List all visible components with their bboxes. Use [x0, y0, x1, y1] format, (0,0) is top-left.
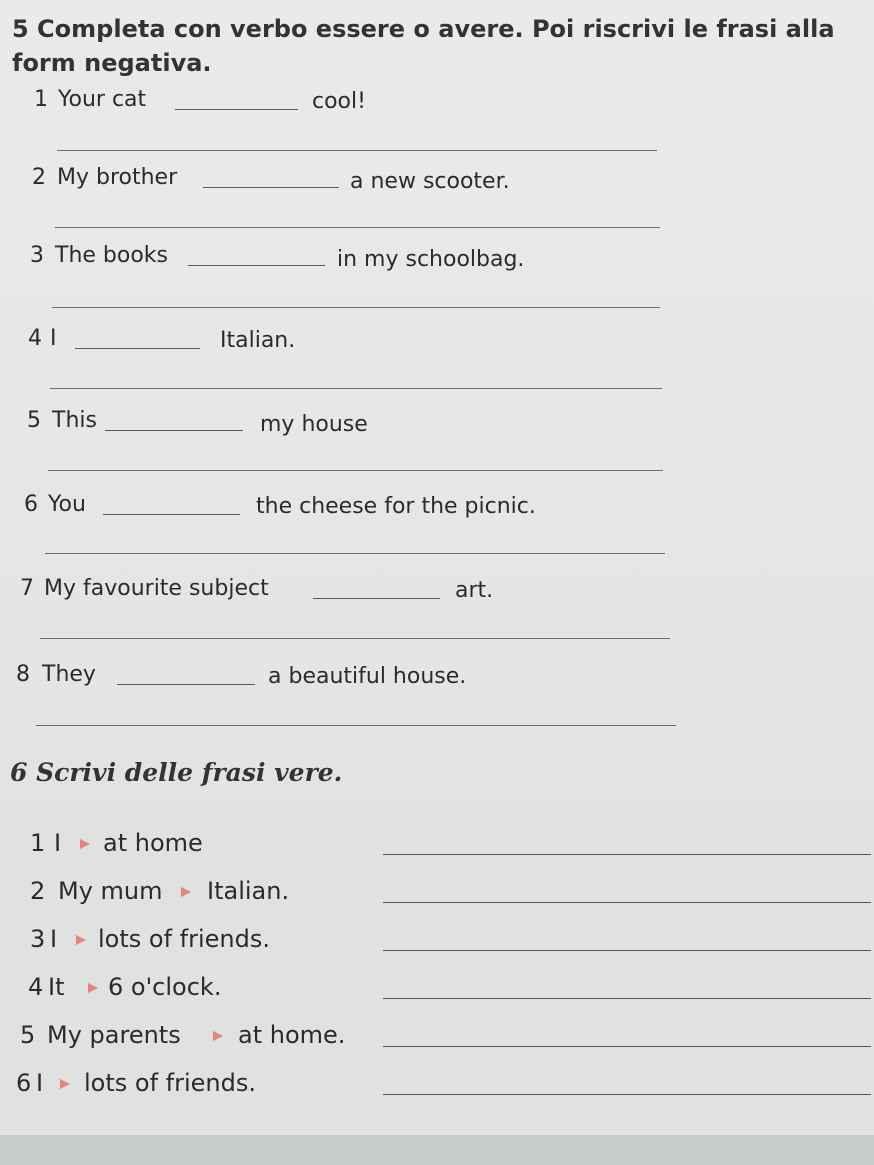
- item-ending: in my schoolbag.: [337, 247, 525, 272]
- page-bottom-edge: [0, 1135, 874, 1165]
- item-subject: The books: [55, 243, 168, 268]
- item-subject: I: [50, 925, 58, 953]
- exercise-6-item-4: [0, 972, 874, 1012]
- exercise-6-item-5: [0, 1020, 874, 1060]
- item-subject: This: [52, 408, 97, 433]
- rewrite-line-6[interactable]: [45, 553, 665, 554]
- item-number: 3: [30, 243, 44, 268]
- exercise-6-item-3: [0, 924, 874, 964]
- item-subject: I: [54, 829, 62, 857]
- item-ending: art.: [455, 578, 494, 603]
- item-ending: Italian.: [220, 328, 296, 353]
- exercise-5-item-5: [0, 406, 874, 446]
- rewrite-line-7[interactable]: [40, 638, 670, 639]
- item-number: 4: [28, 973, 44, 1001]
- item-ending: lots of friends.: [84, 1069, 256, 1097]
- item-subject: My favourite subject: [44, 576, 269, 601]
- answer-line[interactable]: [383, 854, 871, 855]
- item-number: 2: [32, 165, 46, 190]
- arrow-icon: [181, 887, 191, 897]
- rewrite-line-5[interactable]: [48, 470, 663, 471]
- item-ending: the cheese for the picnic.: [256, 494, 536, 519]
- item-number: 7: [20, 576, 34, 601]
- item-subject: My mum: [58, 877, 163, 905]
- answer-blank[interactable]: [203, 187, 339, 188]
- exercise-6-item-1: [0, 828, 874, 868]
- answer-blank[interactable]: [175, 109, 298, 110]
- item-ending: Italian.: [207, 877, 290, 905]
- exercise-5-item-7: [0, 574, 874, 614]
- item-ending: at home.: [238, 1021, 346, 1049]
- item-ending: at home: [103, 829, 203, 857]
- exercise-5-item-1: [0, 85, 874, 125]
- answer-line[interactable]: [383, 1046, 871, 1047]
- exercise-5-item-8: [0, 660, 874, 700]
- answer-blank[interactable]: [105, 430, 243, 431]
- answer-line[interactable]: [383, 902, 871, 903]
- item-ending: a beautiful house.: [268, 664, 467, 689]
- answer-line[interactable]: [383, 1094, 871, 1095]
- answer-blank[interactable]: [75, 348, 200, 349]
- item-subject: My brother: [57, 165, 178, 190]
- rewrite-line-8[interactable]: [36, 725, 676, 726]
- answer-blank[interactable]: [117, 684, 255, 685]
- item-ending: cool!: [312, 89, 366, 114]
- exercise-6-panel: [0, 805, 874, 1135]
- item-number: 4: [28, 326, 42, 351]
- item-number: 6: [16, 1069, 32, 1097]
- arrow-icon: [80, 839, 90, 849]
- item-number: 6: [24, 492, 38, 517]
- exercise-5-title: 5 Completa con verbo essere o avere. Poi riscrivi le frasi alla form negativa.: [12, 15, 835, 77]
- rewrite-line-2[interactable]: [55, 227, 660, 228]
- item-subject: I: [50, 326, 57, 351]
- item-number: 5: [20, 1021, 36, 1049]
- item-subject: My parents: [47, 1021, 181, 1049]
- item-number: 3: [30, 925, 46, 953]
- answer-line[interactable]: [383, 950, 871, 951]
- rewrite-line-3[interactable]: [52, 307, 660, 308]
- item-subject: Your cat: [58, 87, 147, 112]
- exercise-5-item-6: [0, 490, 874, 530]
- rewrite-line-4[interactable]: [50, 388, 662, 389]
- answer-blank[interactable]: [313, 598, 440, 599]
- item-ending: my house: [260, 412, 368, 437]
- exercise-6-item-6: [0, 1068, 874, 1108]
- item-subject: You: [48, 492, 86, 517]
- rewrite-line-1[interactable]: [57, 150, 657, 151]
- item-subject: They: [42, 662, 96, 687]
- exercise-5-item-3: [0, 241, 874, 281]
- arrow-icon: [213, 1031, 223, 1041]
- item-number: 5: [27, 408, 41, 433]
- item-number: 1: [30, 829, 46, 857]
- answer-line[interactable]: [383, 998, 871, 999]
- item-ending: 6 o'clock.: [108, 973, 222, 1001]
- answer-blank[interactable]: [188, 265, 325, 266]
- exercise-6-item-2: [0, 876, 874, 916]
- arrow-icon: [76, 935, 86, 945]
- exercise-5-item-2: [0, 163, 874, 203]
- item-number: 1: [34, 87, 48, 112]
- exercise-6-title: 6 Scrivi delle frasi vere.: [10, 758, 343, 787]
- item-number: 8: [16, 662, 30, 687]
- arrow-icon: [60, 1079, 70, 1089]
- answer-blank[interactable]: [103, 514, 240, 515]
- item-subject: It: [48, 973, 65, 1001]
- item-number: 2: [30, 877, 46, 905]
- item-ending: a new scooter.: [350, 169, 510, 194]
- item-subject: I: [36, 1069, 44, 1097]
- exercise-5-item-4: [0, 324, 874, 364]
- arrow-icon: [88, 983, 98, 993]
- item-ending: lots of friends.: [98, 925, 270, 953]
